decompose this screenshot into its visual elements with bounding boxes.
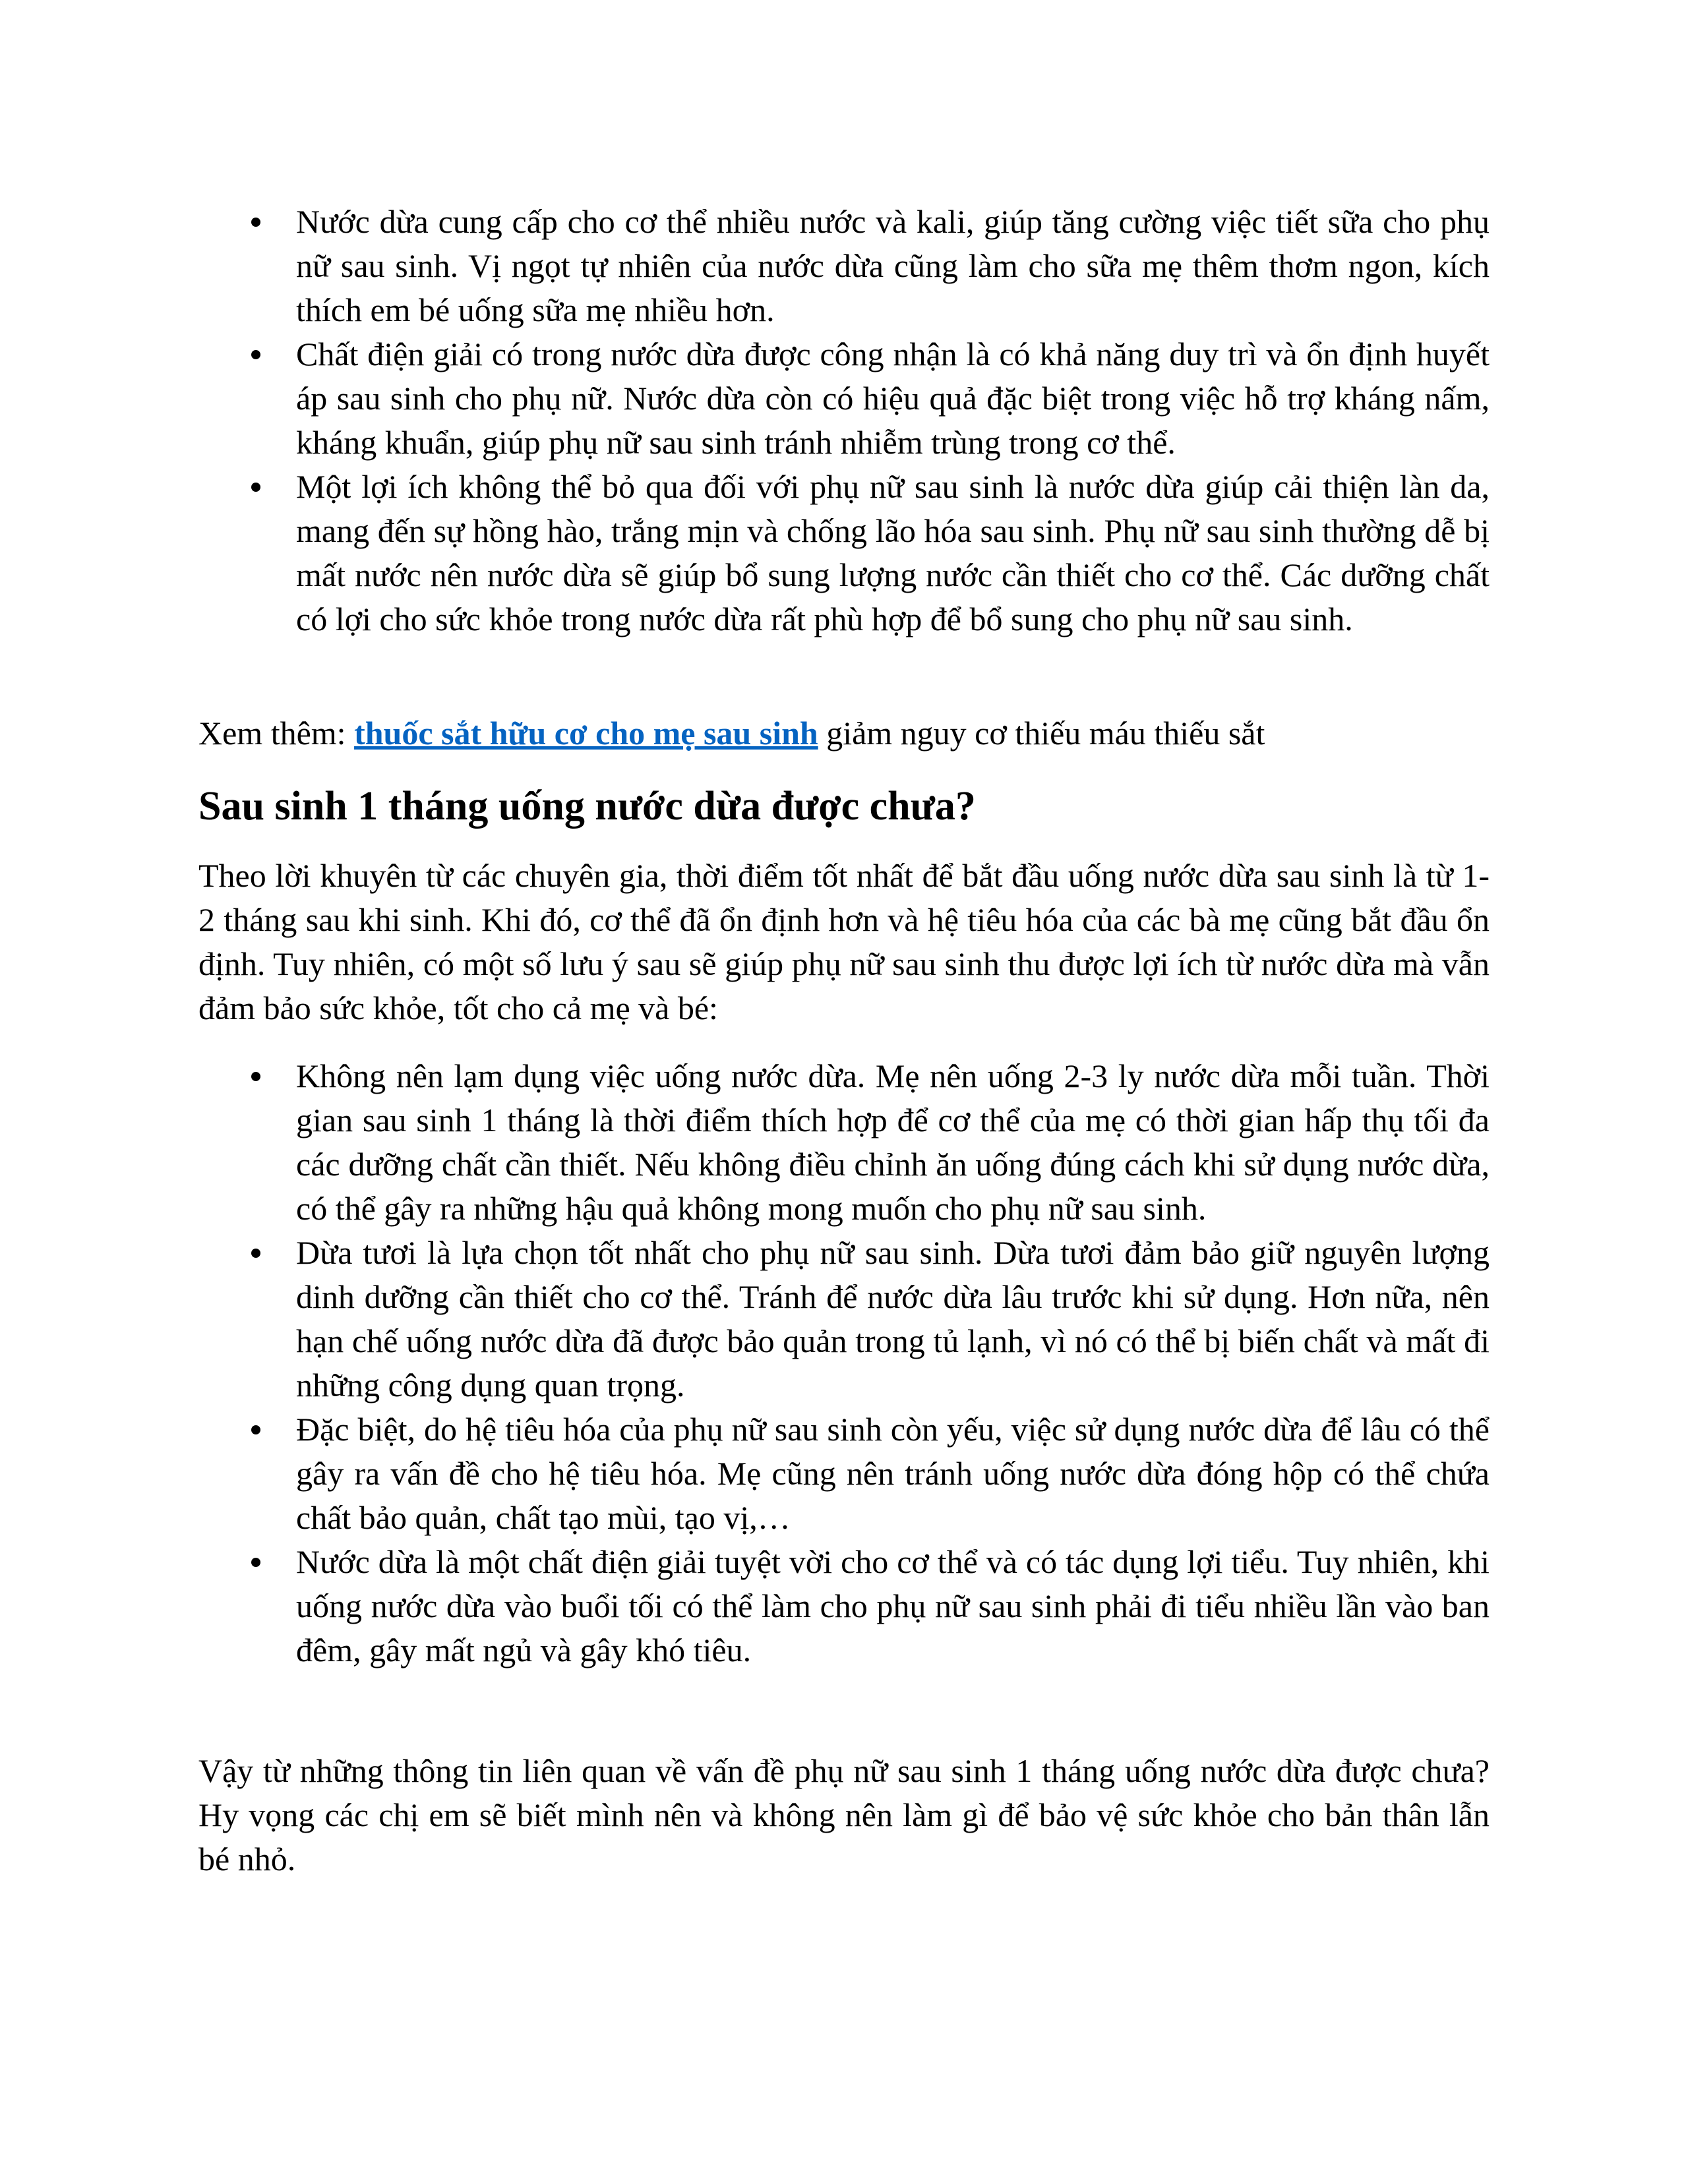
- list-item: [198, 332, 1490, 465]
- bullet-icon: [251, 1558, 260, 1567]
- see-also-link[interactable]: thuốc sắt hữu cơ cho mẹ sau sinh: [354, 715, 818, 752]
- list-item: [198, 1407, 1490, 1540]
- bullet-icon: [251, 1249, 260, 1258]
- list-item-text: Đặc biệt, do hệ tiêu hóa của phụ nữ sau sinh còn yếu, việc sử dụng nước dừa để lâu có thể gây ra vấn đề cho hệ tiêu hóa. Mẹ cũng nên tránh uống nước dừa đóng hộp có thể chứa chất bảo quản, chất tạo mùi, tạo vị,…: [296, 1411, 1490, 1536]
- list-item-text: Chất điện giải có trong nước dừa được công nhận là có khả năng duy trì và ổn định huyết áp sau sinh cho phụ nữ. Nước dừa còn có hiệu quả đặc biệt trong việc hỗ trợ kháng nấm, kháng khuẩn, giúp phụ nữ sau sinh tránh nhiễm trùng trong cơ thể.: [296, 336, 1490, 461]
- list-item-text: Nước dừa là một chất điện giải tuyệt vời cho cơ thể và có tác dụng lợi tiểu. Tuy nhiên, khi uống nước dừa vào buổi tối có thể làm cho phụ nữ sau sinh phải đi tiểu nhiều lần vào ban đêm, gây mất ngủ và gây khó tiêu.: [296, 1543, 1490, 1668]
- bullet-icon: [251, 483, 260, 492]
- section-heading: Sau sinh 1 tháng uống nước dừa được chưa?: [198, 784, 976, 829]
- list-item: [198, 200, 1490, 332]
- bullet-icon: [251, 218, 260, 227]
- list-item: [198, 465, 1490, 641]
- list-item-text: Không nên lạm dụng việc uống nước dừa. Mẹ nên uống 2-3 ly nước dừa mỗi tuần. Thời gian sau sinh 1 tháng là thời điểm thích hợp để cơ thể của mẹ có thời gian hấp thụ tối đa các dưỡng chất cần thiết. Nếu không điều chỉnh ăn uống đúng cách khi sử dụng nước dừa, có thể gây ra những hậu quả không mong muốn cho phụ nữ sau sinh.: [296, 1057, 1490, 1227]
- bullet-icon: [251, 1072, 260, 1081]
- list-item-text: Dừa tươi là lựa chọn tốt nhất cho phụ nữ sau sinh. Dừa tươi đảm bảo giữ nguyên lượng dinh dưỡng cần thiết cho cơ thể. Tránh để nước dừa lâu trước khi sử dụng. Hơn nữa, nên hạn chế uống nước dừa đã được bảo quản trong tủ lạnh, vì nó có thể bị biến chất và mất đi những công dụng quan trọng.: [296, 1234, 1490, 1403]
- benefits-list: [198, 200, 1490, 641]
- bullet-icon: [251, 350, 260, 359]
- see-also-suffix: giảm nguy cơ thiếu máu thiếu sắt: [818, 715, 1265, 752]
- see-also-paragraph: [198, 711, 1490, 755]
- list-item: [198, 1540, 1490, 1672]
- list-item-text: Một lợi ích không thể bỏ qua đối với phụ nữ sau sinh là nước dừa giúp cải thiện làn da, mang đến sự hồng hào, trắng mịn và chống lão hóa sau sinh. Phụ nữ sau sinh thường dễ bị mất nước nên nước dừa sẽ giúp bổ sung lượng nước cần thiết cho cơ thể. Các dưỡng chất có lợi cho sức khỏe trong nước dừa rất phù hợp để bổ sung cho phụ nữ sau sinh.: [296, 468, 1490, 637]
- bullet-icon: [251, 1425, 260, 1434]
- list-item: [198, 1054, 1490, 1231]
- list-item: [198, 1231, 1490, 1407]
- see-also-prefix: Xem thêm:: [198, 715, 355, 752]
- conclusion-paragraph: Vậy từ những thông tin liên quan về vấn đề phụ nữ sau sinh 1 tháng uống nước dừa được chưa? Hy vọng các chị em sẽ biết mình nên và không nên làm gì để bảo vệ sức khỏe cho bản thân lẫn bé nhỏ.: [198, 1752, 1490, 1877]
- tips-list: [198, 1054, 1490, 1672]
- list-item-text: Nước dừa cung cấp cho cơ thể nhiều nước và kali, giúp tăng cường việc tiết sữa cho phụ nữ sau sinh. Vị ngọt tự nhiên của nước dừa cũng làm cho sữa mẹ thêm thơm ngon, kích thích em bé uống sữa mẹ nhiều hơn.: [296, 203, 1490, 328]
- intro-paragraph: Theo lời khuyên từ các chuyên gia, thời điểm tốt nhất để bắt đầu uống nước dừa sau sinh là từ 1-2 tháng sau khi sinh. Khi đó, cơ thể đã ổn định hơn và hệ tiêu hóa của các bà mẹ cũng bắt đầu ổn định. Tuy nhiên, có một số lưu ý sau sẽ giúp phụ nữ sau sinh thu được lợi ích từ nước dừa mà vẫn đảm bảo sức khỏe, tốt cho cả mẹ và bé:: [198, 857, 1490, 1026]
